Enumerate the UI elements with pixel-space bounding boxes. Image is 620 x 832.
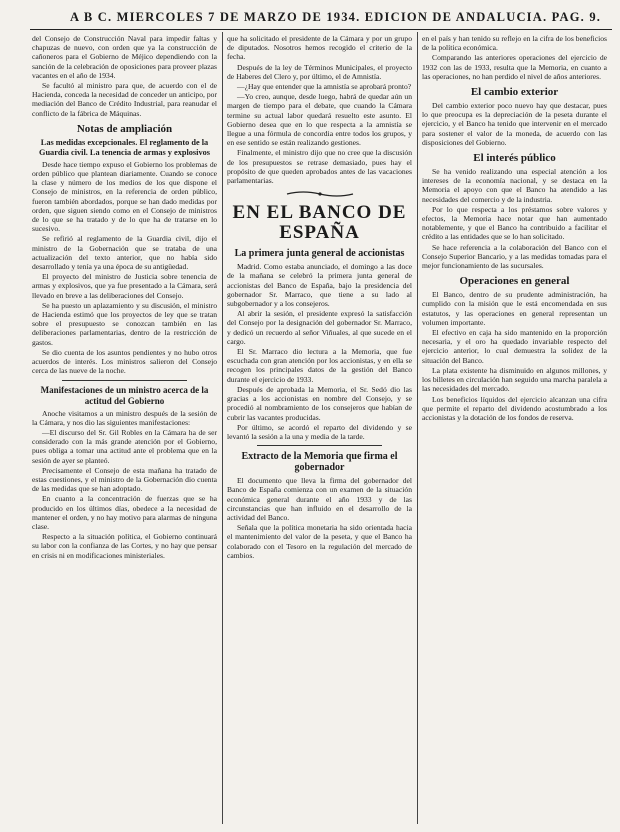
column-2 (227, 34, 412, 824)
column-3 (422, 34, 607, 824)
section-divider (257, 445, 382, 446)
paragraph: Respecto a la situación política, el Gobierno continuará su labor con la confianza de las Cortes, y no hay que pensar en crisis ni en modificaciones ministeriales. (32, 532, 217, 560)
paragraph: Después de aprobada la Memoria, el Sr. Sedó dio las gracias a los accionistas en nombre del Consejo, y se procedió al nombramiento de los consejeros que habían de cubrir las vacantes producidas. (227, 384, 412, 422)
paragraph: Se dio cuenta de los asuntos pendientes y no hubo otros acuerdos de interés. Los ministros salieron del Consejo cerca de las nueve de la noche. (32, 347, 217, 376)
page-header: A B C. MIERCOLES 7 DE MARZO DE 1934. EDICION DE ANDALUCIA. PAG. 9. (70, 10, 602, 24)
paragraph: —¿Hay que entender que la amnistía se aprobará pronto? (237, 82, 412, 92)
paragraph: En cuanto a la concentración de fuerzas que se ha producido en los últimos días, obedece a la necesidad de mantener el orden, y no hay motivo para alarmas de ninguna clase. (32, 494, 217, 531)
paragraph: Los beneficios líquidos del ejercicio alcanzan una cifra que permite el reparto del dividendo acostumbrado a los accionistas y la dotación de los fondos de reserva. (422, 394, 607, 422)
paragraph: El Sr. Marraco dio lectura a la Memoria, que fue escuchada con gran atención por los accionistas, y en ella se recogen los principales datos de la gestión del Banco durante el ejercicio de 1933. (227, 347, 412, 384)
section-title: El cambio exterior (470, 86, 559, 99)
paragraph: Por lo que respecta a los préstamos sobre valores y efectos, la Memoria hace notar que han aumentado notablemente, y que el Banco ha contribuido a facilitar el crédito a las entidades que se lo han solicitado. (422, 204, 607, 242)
paragraph: Finalmente, el ministro dijo que no cree que la discusión de los presupuestos se retrase demasiado, pues hay el propósito de que queden aprobados antes de las vacaciones parlamentarias. (227, 148, 412, 186)
section-title: Extracto de la Memoria que firma el gobernador (241, 451, 398, 474)
paragraph: Se hace referencia a la colaboración del Banco con el Consejo Superior Bancario, y a las medidas tomadas para el mejor funcionamiento de las sucursales. (422, 242, 607, 271)
column-1 (32, 34, 217, 824)
paragraph: Se ha puesto un aplazamiento y su discusión, el ministro de Hacienda estimó que los proyectos de ley que se tratan sobre el presupuesto se conozcan también en las deliberaciones parlamentarias, dentro de la restricción de gastos. (32, 300, 217, 347)
ornament-icon (285, 190, 355, 198)
section-subtitle: Las medidas excepcionales. El reglamento de la Guardia civil. La tenencia de armas y explosivos (38, 137, 210, 157)
paragraph: Se ha venido realizando una especial atención a los intereses de la economía nacional, y se destaca en la Memoria el apoyo con que el Banco ha atendido a las necesidades del comercio y de la industria. (422, 167, 607, 204)
paragraph: Después de la ley de Términos Municipales, el proyecto de Haberes del Clero y, por último, el de Amnistía. (227, 62, 412, 81)
section-divider (62, 380, 187, 381)
column-rule-1 (222, 32, 223, 824)
paragraph: —El discurso del Sr. Gil Robles en la Cámara ha de ser considerado con la más grande atención por el Gobierno, pues obliga a tomar una actitud ante el problema que en la sesión de ayer se planteó. (32, 427, 217, 465)
section-title: Notas de ampliación (76, 122, 173, 135)
paragraph: Precisamente el Consejo de esta mañana ha tratado de estas cuestiones, y el ministro de la Gobernación dio cuenta de las medidas que se han adoptado. (32, 465, 217, 494)
header-rule (30, 29, 612, 30)
ornament-divider (227, 189, 412, 199)
paragraph: Por último, se acordó el reparto del dividendo y se levantó la sesión a la una y media de la tarde. (227, 422, 412, 441)
paragraph: Señala que la política monetaria ha sido orientada hacia el mantenimiento del valor de la peseta, y que el Banco ha colaborado con el Tesoro en la regulación del mercado de cambios. (227, 523, 412, 560)
col1-lead (32, 34, 217, 118)
paragraph: Se refirió al reglamento de la Guardia civil, dijo el ministro de la Gobernación que se trataba de una actualización del texto anterior, que no había sido desarrollado y tenía ya una época de su antigüedad. (32, 234, 217, 272)
headline-banco: EN EL BANCO DE ESPAÑA (232, 202, 407, 244)
section-title: Manifestaciones de un ministro acerca de la actitud del Gobierno (40, 384, 209, 406)
paragraph: Desde hace tiempo expuso el Gobierno los problemas de orden público que plantean diariamente. Cuando se conoce la clase y número de los medios de los que dispone el Consejo de ministros, en la referencia de orden público, fueron también abordados, porque se han dado medidas por orden, que siguen siendo como en el Consejo de ministros de lo que se ha tratado y de lo que ha de tratarse en lo sucesivo. (32, 159, 217, 234)
paragraph: Madrid. Como estaba anunciado, el domingo a las doce de la mañana se celebró la primera junta general de accionistas del Banco de España, bajo la presidencia del gobernador Sr. Marraco, que tiene a su lado al subgobernador y a los consejeros. (227, 262, 412, 309)
paragraph: La plata existente ha disminuido en algunos millones, y los billetes en circulación han seguido una marcha paralela a las necesidades del mercado. (422, 365, 607, 394)
section-subtitle: La primera junta general de accionistas (234, 248, 405, 260)
paragraph: El efectivo en caja ha sido mantenido en la proporción necesaria, y el oro ha quedado invariable respecto del ejercicio anterior, lo cual demuestra la solidez de la situación del Banco. (422, 328, 607, 365)
section-title: Operaciones en general (459, 275, 570, 288)
paragraph: que ha solicitado el presidente de la Cámara y por un grupo de diputados. Nosotros hemos recogido el criterio de la fecha. (227, 34, 412, 62)
paragraph: Anoche visitamos a un ministro después de la sesión de la Cámara, y nos dio las siguientes manifestaciones: (32, 408, 217, 427)
column-rule-2 (417, 32, 418, 824)
paragraph: Se facultó al ministro para que, de acuerdo con el de Hacienda, conceda la necesidad de conceder un anticipo, por mediación del Banco de Crédito Industrial, para reanudar el conflicto de la fábrica de Máquinas. (32, 81, 217, 118)
paragraph: Al abrir la sesión, el presidente expresó la satisfacción del Consejo por la designación del gobernador Sr. Marraco, y dedicó un recuerdo al señor Viñuales, al que sucede en el cargo. (227, 309, 412, 346)
paragraph: Comparando las anteriores operaciones del ejercicio de 1932 con las de 1933, resulta que la Memoria, en cuanto a las operaciones, no han perdido el nivel de años anteriores. (422, 53, 607, 81)
paragraph: —Yo creo, aunque, desde luego, habrá de quedar aún un margen de tiempo para el debate, que cuando la Cámara termine su actual labor quedará resuelto este asunto. El Gobierno desea que en lo que respecta a la amnistía se llegue a una fórmula de concordia entre todos los grupos, y en ese sentido se están realizando gestiones. (227, 92, 412, 148)
paragraph: El documento que lleva la firma del gobernador del Banco de España comienza con un examen de la situación económica general durante el año 1933 y de las circunstancias que han influido en el desarrollo de la actividad del Banco. (227, 476, 412, 522)
paragraph: Del cambio exterior poco nuevo hay que destacar, pues lo que preocupa es la depreciación de la peseta durante el ejercicio, y el Banco ha tenido que intervenir en el mercado para sostener el valor de la moneda, de acuerdo con las disposiciones del Gobierno. (422, 101, 607, 147)
paragraph: del Consejo de Construcción Naval para impedir faltas y chapuzas de nuevo, con orden que ya la construcción de cañoneros para el Gobierno de Méjico dependiendo con la sanción de la celebración de oposiciones para proveer plazas vacantes en el año de 1934. (32, 34, 217, 80)
section-title: El interés público (473, 152, 556, 165)
paragraph: en el país y han tenido su reflejo en la cifra de los beneficios de la política económica. (422, 34, 607, 53)
paragraph: El Banco, dentro de su prudente administración, ha cumplido con la misión que le está encomendada en sus estatutos, y las operaciones en general representan un volumen importante. (422, 290, 607, 327)
paragraph: El proyecto del ministro de Justicia sobre tenencia de armas y explosivos, que ya fue presentado a la Cámara, será llevado en breve a las deliberaciones del Consejo. (32, 272, 217, 300)
